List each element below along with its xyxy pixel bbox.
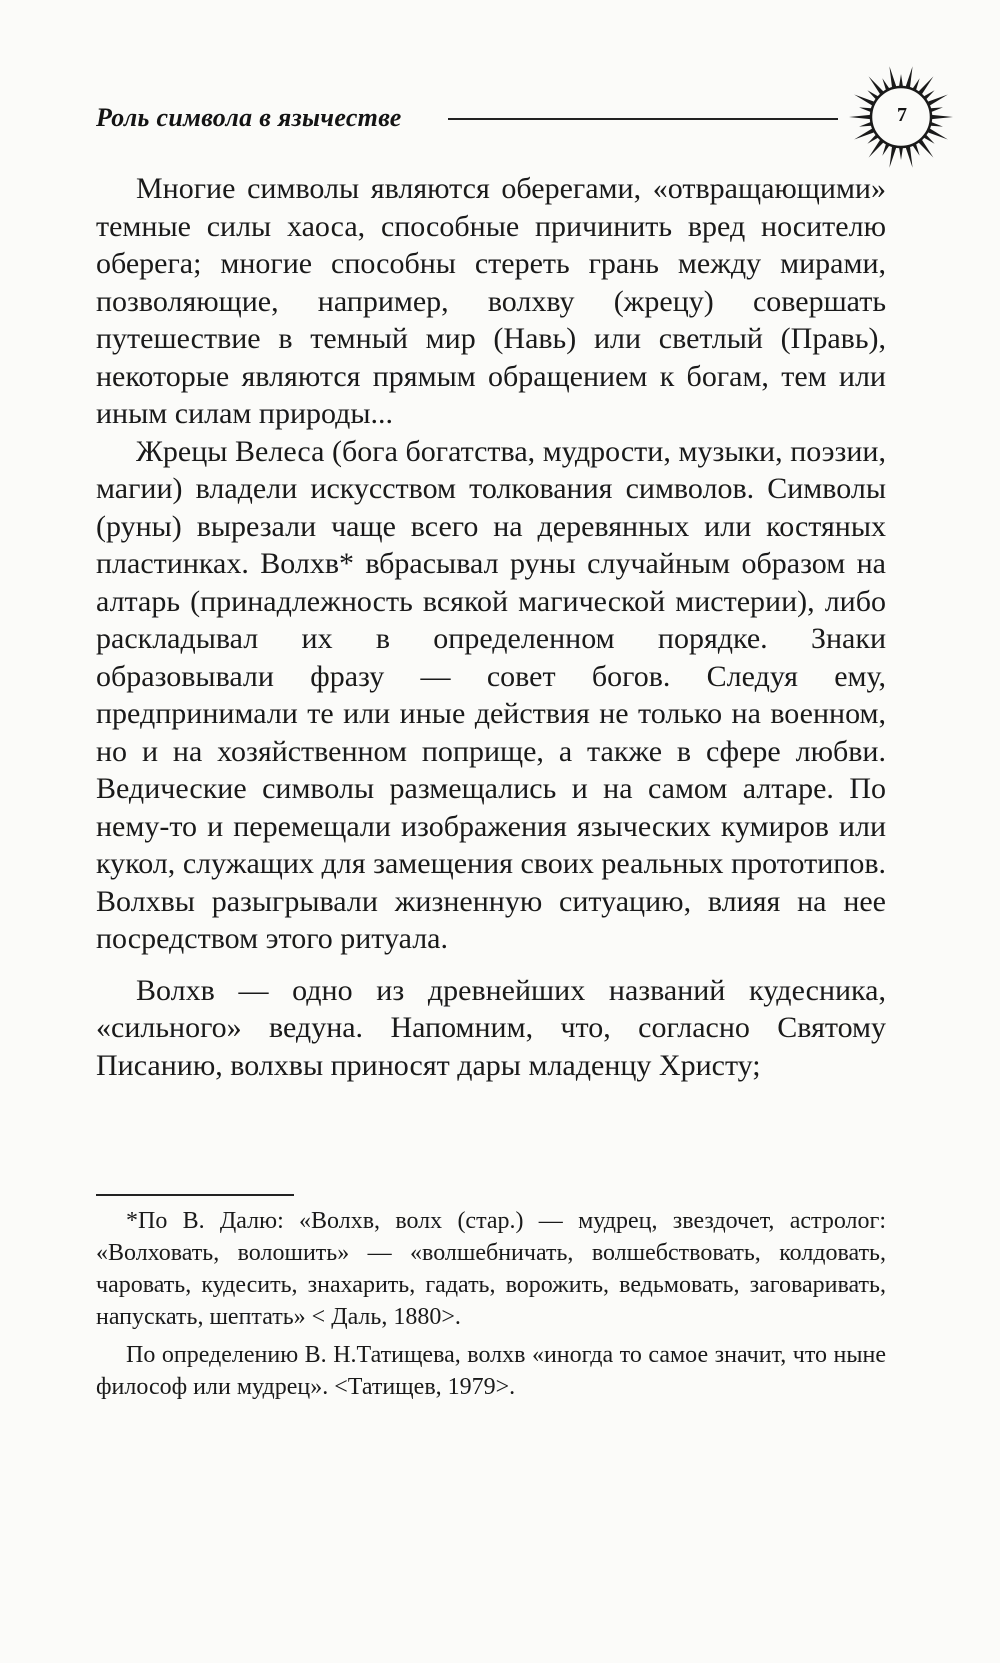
paragraph-1: Многие символы являются оберегами, «отвращающими» темные силы хаоса, способные причинить вред носителю оберега; многие способны стереть грань между мирами, позволяющие, например, волхву (жрецу) совершать путешествие в темный мир (Навь) или светлый (Правь), некоторые являются прямым обращением к богам, тем или иным силам природы... <box>96 172 886 430</box>
sun-ray <box>906 147 913 168</box>
sun-ray <box>928 94 948 105</box>
sun-ray <box>919 76 934 94</box>
sun-ray <box>869 76 884 94</box>
sun-ray <box>849 115 870 119</box>
header-rule <box>448 118 838 120</box>
sun-ray <box>932 115 953 119</box>
sun-ray <box>899 148 903 160</box>
sun-ray <box>899 74 903 86</box>
sun-ray <box>889 147 896 168</box>
sun-ray <box>928 128 948 139</box>
paragraph-2: Жрецы Велеса (бога богатства, мудрости, музыки, поэзии, магии) владели искусством толкования символов. Символы (руны) вырезали чаще всего на деревянных или костяных пластинках. Волхв* вбрасывал руны случайным образом на алтарь (принадлежность всякой магической мистерии), либо раскладывал их в определенном порядке. Знаки образовывали фразу — совет богов. Следуя ему, предпринимали те или иные действия не только на военном, но и на хозяйственном поприще, а также в сфере любви. Ведические символы размещались и на самом алтаре. По нему-то и перемещали изображения языческих кумиров или кукол, служащих для замещения своих реальных прототипов. Волхвы разыгрывали жизненную ситуацию, влияя на нее посредством этого ритуала. <box>96 434 886 955</box>
sun-ray <box>913 144 920 156</box>
sun-ray <box>882 78 889 90</box>
sun-ray <box>889 66 896 87</box>
main-text <box>96 170 886 1084</box>
footnotes <box>96 1205 886 1403</box>
footnote-1: *По В. Далю: «Волхв, волх (стар.) — мудрец, звездочет, астролог: «Волховать, волошить» — «волшебничать, волшебствовать, колдовать, чаровать, кудесить, знахарить, гадать, ворожить, ведьмовать, заговаривать, напускать, шептать» < Даль, 1880>. <box>96 1208 886 1330</box>
paragraph-3: Волхв — одно из древнейших названий кудесника, «сильного» ведуна. Напомним, что, согласно Святому Писанию, волхвы приносят дары младенцу Христу; <box>96 973 886 1082</box>
footnote-2: По определению В. Н.Татищева, волхв «иногда то самое значит, что ныне философ или мудрец». <Татищев, 1979>. <box>96 1342 886 1400</box>
sun-ray <box>854 94 874 105</box>
running-header <box>96 88 907 164</box>
sun-ray <box>859 122 871 126</box>
sun-ray <box>882 144 889 156</box>
sun-ray <box>931 122 943 126</box>
sun-ray <box>919 140 934 158</box>
sun-ray <box>869 140 884 158</box>
sun-ray <box>913 78 920 90</box>
sun-ray <box>854 128 874 139</box>
sun-ray <box>859 107 871 111</box>
running-title: Роль символа в язычестве <box>96 103 402 132</box>
page-number: 7 <box>897 104 907 126</box>
sun-ray <box>931 107 943 111</box>
sun-ray <box>906 66 913 87</box>
footnote-rule <box>96 1194 294 1196</box>
